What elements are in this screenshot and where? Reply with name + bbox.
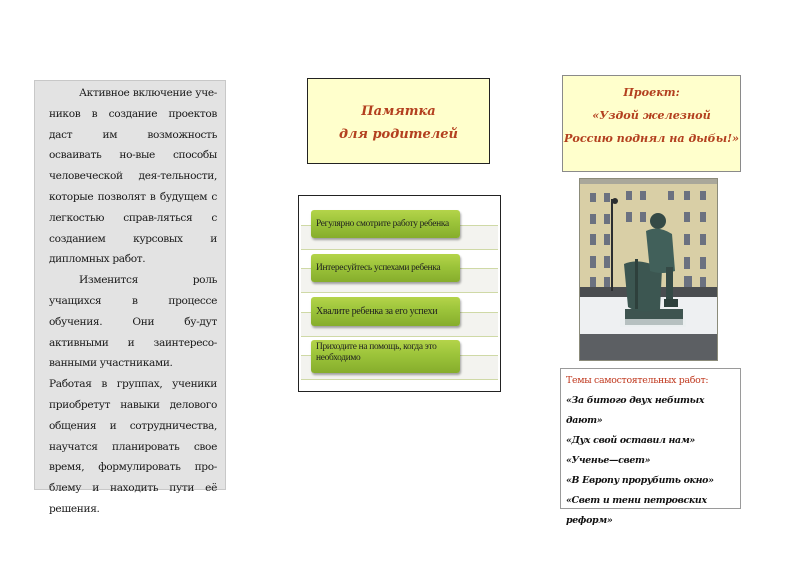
statue-image-icon xyxy=(580,179,718,361)
peter-statue-photo xyxy=(579,178,718,361)
tip-watch-work xyxy=(311,210,460,238)
topics-heading: Темы самостоятельных работ: xyxy=(566,375,709,386)
project-label: Проект: xyxy=(623,85,680,99)
memo-title-line2: для родителей xyxy=(339,127,458,142)
project-title-line1: «Уздой железной xyxy=(592,108,711,122)
tip-label: Регулярно смотрите работу ребенка xyxy=(316,218,449,229)
paragraph-student-role: Изменится роль учащихся в процессе обучения. Они бу-дут активными и заинтересо-ванными участниками. xyxy=(49,274,217,370)
paragraph-projects-benefit: Активное включение уче-ников в создание проектов даст им возможность осваивать но-вые способы человеческой дея-тельности, которые позволят в будущем с легкостью справ-ляться с созданием курсовых и дипломных работ. xyxy=(49,87,217,266)
paragraph-group-work: Работая в группах, ученики приобретут навыки делового общения и сотрудничества, научатся планировать свое время, формулировать про-блему и находить пути её решения. xyxy=(49,378,217,515)
project-title-box xyxy=(562,75,741,172)
tip-label: Хвалите ребенка за его успехи xyxy=(316,306,438,317)
memo-title-box xyxy=(307,78,490,164)
tip-help-when-needed xyxy=(311,340,460,373)
tip-label: Приходите на помощь, когда это необходимо xyxy=(316,342,437,363)
memo-title-line1: Памятка xyxy=(361,104,436,119)
tip-praise-child xyxy=(311,297,460,326)
intro-text-panel xyxy=(34,80,226,515)
topic-item: «Дух свой оставил нам» xyxy=(566,435,695,446)
topic-item: «Свет и тени петровских реформ» xyxy=(566,495,707,526)
topic-item: «За битого двух небитых дают» xyxy=(566,395,705,426)
project-title-line2: Россию поднял на дыбы!» xyxy=(563,131,740,145)
tip-interest-success xyxy=(311,254,460,282)
topic-item: «Ученье—свет» xyxy=(566,455,651,466)
topic-item: «В Европу прорубить окно» xyxy=(566,475,714,486)
parent-tips-diagram xyxy=(298,195,501,392)
tip-label: Интересуйтесь успехами ребенка xyxy=(316,262,441,273)
topics-box xyxy=(560,368,741,526)
